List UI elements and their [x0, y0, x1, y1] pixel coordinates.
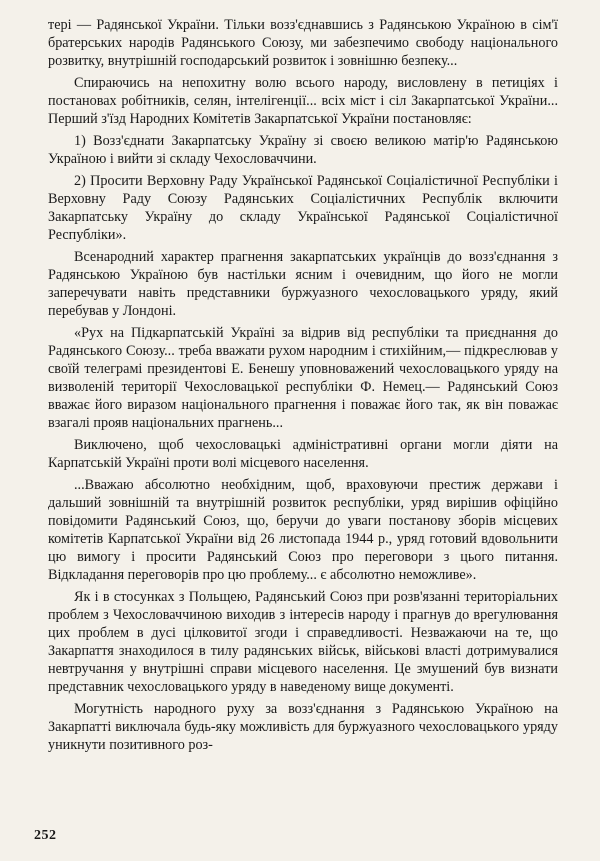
paragraph-10: Могутність народного руху за возз'єднання з Радянською Україною на Закарпатті виключала будь-яку можливість для буржуазного чехословацького уряду уникнути позитивного роз-	[48, 701, 558, 753]
paragraph-1: тері — Радянської України. Тільки возз'єднавшись з Радянською Україною в сім'ї братерських народів Радянського Союзу, ми забезпечимо свободу національного розвитку, внутрішній господарський розвиток і зовнішню безпеку...	[48, 17, 558, 69]
paragraph-4: 2) Просити Верховну Раду Української Радянської Соціалістичної Республіки і Верховну Раду Союзу Радянських Соціалістичних Республік включити Закарпатську Україну до складу Української Радянської Соціалістичної Республіки».	[48, 173, 558, 243]
paragraph-9: Як і в стосунках з Польщею, Радянський Союз при розв'язанні територіальних проблем з Чехословаччиною виходив з інтересів народу і прагнув до врегулювання цих проблем в дусі цілковитої згоди і справедливості. Незважаючи на те, що Закарпаття знаходилося в тилу радянських військ, військові власті дотримувалися невтручання у внутрішні справи місцевого населення. Це змушений був визнати представник чехословацького уряду в наведеному вище документі.	[48, 589, 558, 695]
paragraph-3: 1) Возз'єднати Закарпатську Україну зі своєю великою матір'ю Радянською Україною і вийти зі складу Чехословаччини.	[48, 133, 558, 167]
paragraph-6: «Рух на Підкарпатській Україні за відрив від республіки та приєднання до Радянського Союзу... треба вважати рухом народним і стихійним,— підкреслював у своїй телеграмі президентові Е. Бенешу уповноважений чехословацького уряду на визволеній території Чехословацької республіки Ф. Немец.— Радянський Союз вважає його виразом національного прагнення і поважає його так, як він поважає взагалі прояв національних прагнень...	[48, 325, 558, 431]
page-text	[48, 16, 558, 758]
paragraph-7: Виключено, щоб чехословацькі адміністративні органи могли діяти на Карпатській Україні проти волі місцевого населення.	[48, 437, 558, 471]
paragraph-2: Спираючись на непохитну волю всього народу, висловлену в петиціях і постановах робітників, селян, інтелігенції... всіх міст і сіл Закарпатської України... Перший з'їзд Народних Комітетів Закарпатської України постановляє:	[48, 75, 558, 127]
page-number: 252	[34, 828, 57, 843]
paragraph-8: ...Вважаю абсолютно необхідним, щоб, враховуючи престиж держави і дальший зовнішній та внутрішній розвиток республіки, уряд вирішив офіційно повідомити Радянський Союз, що, беручи до уваги постанову зборів місцевих комітетів Карпатської України від 26 листопада 1944 р., уряд готовий вдовольнити цю вимогу і просити Радянський Союз про переговори з цього питання. Відкладання переговорів про цю проблему... є абсолютно неможливе».	[48, 477, 558, 583]
paragraph-5: Всенародний характер прагнення закарпатських українців до возз'єднання з Радянською Україною був настільки ясним і очевидним, що його не могли заперечувати навіть представники буржуазного чехословацького уряду, який перебував у Лондоні.	[48, 249, 558, 319]
